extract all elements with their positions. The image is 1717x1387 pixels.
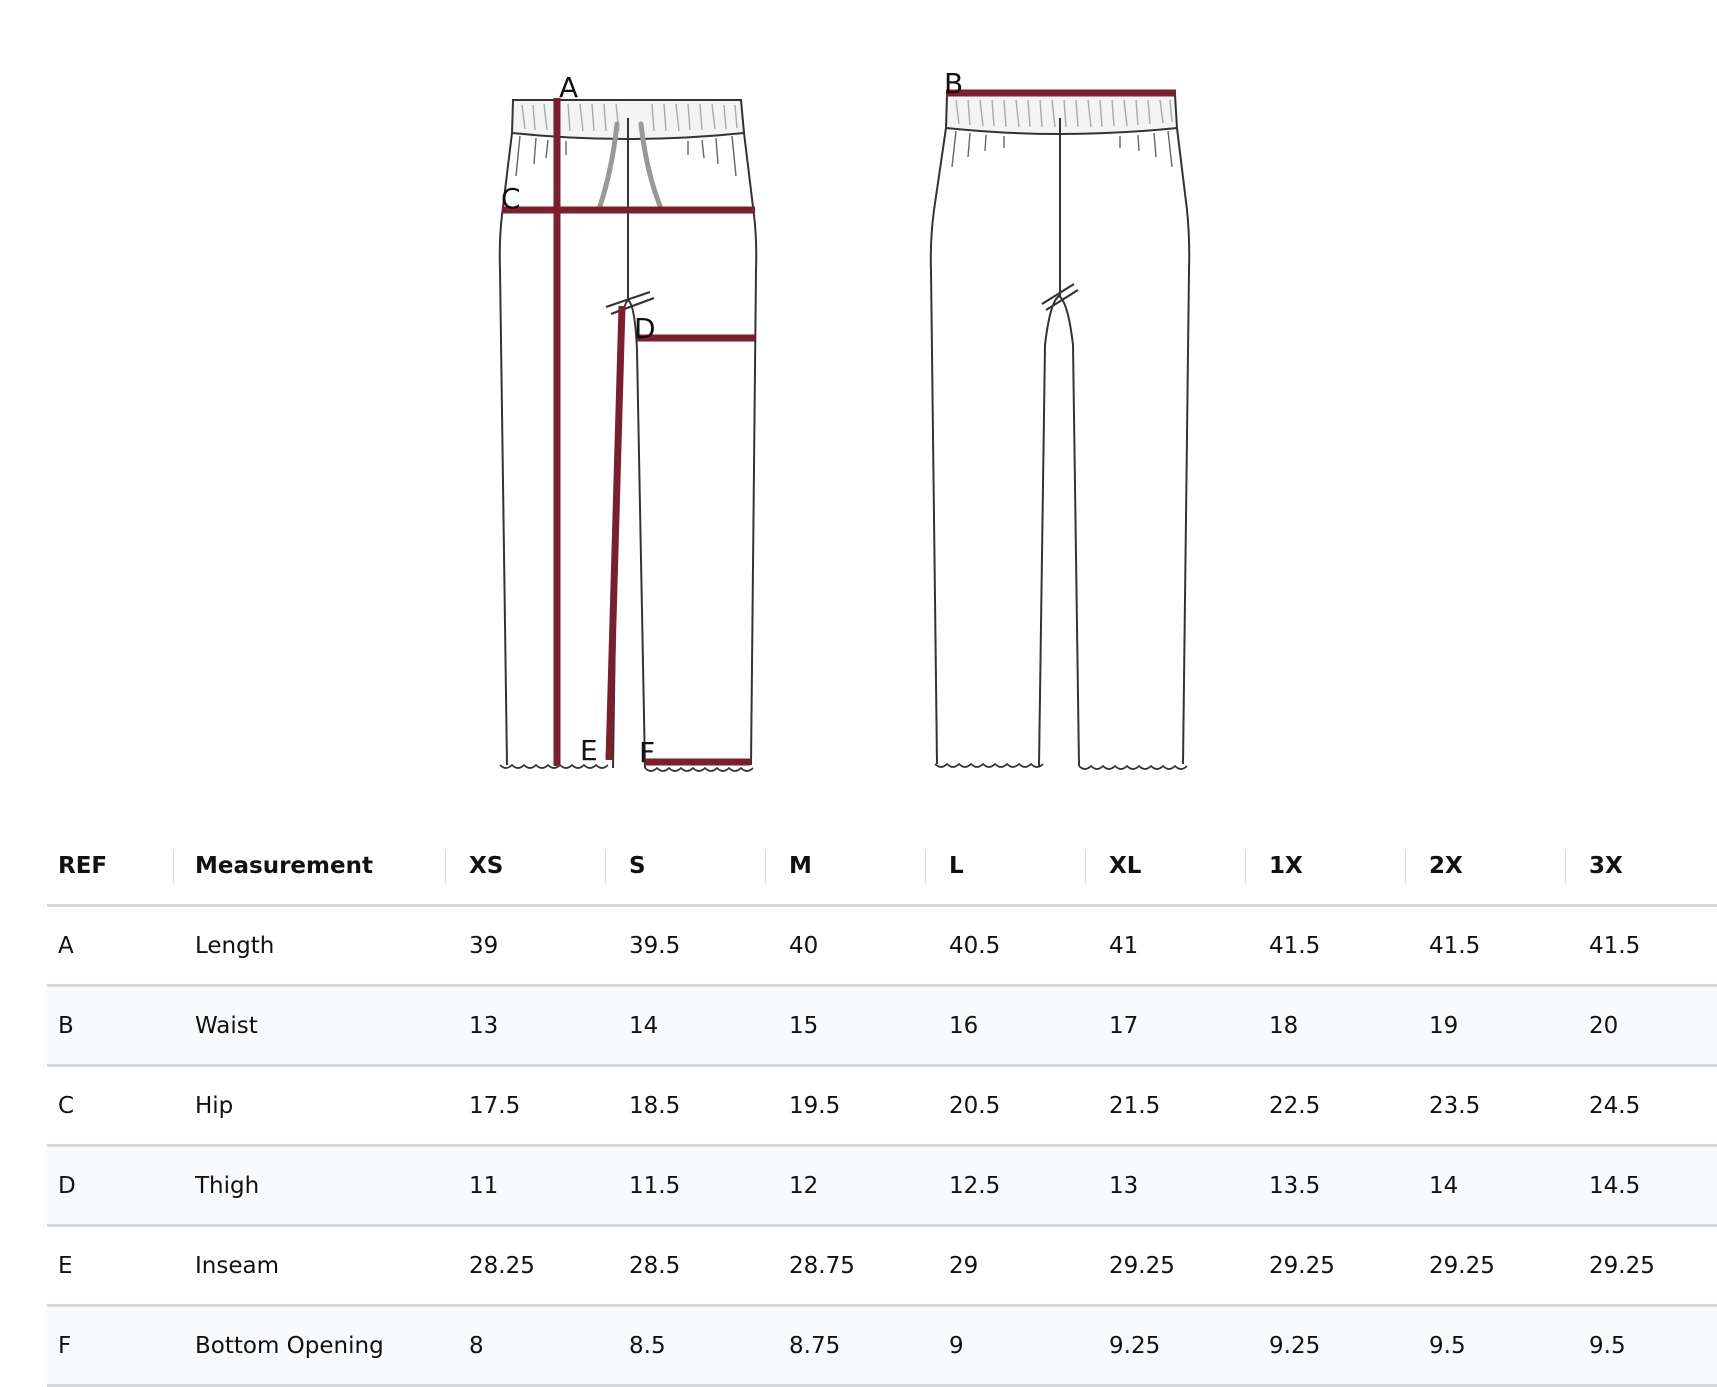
table-cell: Length <box>173 906 445 986</box>
header-size-2x: 2X <box>1405 828 1565 906</box>
table-cell: 21.5 <box>1085 1066 1245 1146</box>
table-cell: 9 <box>925 1306 1085 1386</box>
table-row <box>47 1226 1717 1306</box>
label-d: D <box>634 312 656 345</box>
table-cell: 14 <box>605 986 765 1066</box>
table-cell: 14.5 <box>1565 1146 1717 1226</box>
table-cell: 29.25 <box>1245 1226 1405 1306</box>
table-cell: 14 <box>1405 1146 1565 1226</box>
table-cell: 20 <box>1565 986 1717 1066</box>
table-cell: 17.5 <box>445 1066 605 1146</box>
table-cell: 12.5 <box>925 1146 1085 1226</box>
table-cell: 39 <box>445 906 605 986</box>
table-cell: 17 <box>1085 986 1245 1066</box>
table-cell: 8 <box>445 1306 605 1386</box>
table-cell: B <box>47 986 173 1066</box>
header-size-s: S <box>605 828 765 906</box>
table-cell: 41 <box>1085 906 1245 986</box>
header-measurement: Measurement <box>173 828 445 906</box>
table-cell: 11 <box>445 1146 605 1226</box>
table-cell: F <box>47 1306 173 1386</box>
header-size-xl: XL <box>1085 828 1245 906</box>
table-cell: 13 <box>1085 1146 1245 1226</box>
table-cell: 41.5 <box>1565 906 1717 986</box>
table-cell: 28.25 <box>445 1226 605 1306</box>
table-cell: 29.25 <box>1565 1226 1717 1306</box>
table-cell: 13.5 <box>1245 1146 1405 1226</box>
table-cell: 12 <box>765 1146 925 1226</box>
label-f: F <box>639 736 656 769</box>
table-cell: 9.25 <box>1085 1306 1245 1386</box>
table-cell: C <box>47 1066 173 1146</box>
table-cell: 15 <box>765 986 925 1066</box>
table-cell: 19.5 <box>765 1066 925 1146</box>
table-cell: 16 <box>925 986 1085 1066</box>
header-size-m: M <box>765 828 925 906</box>
front-view <box>500 100 757 771</box>
header-size-3x: 3X <box>1565 828 1717 906</box>
table-cell: 13 <box>445 986 605 1066</box>
table-cell: 20.5 <box>925 1066 1085 1146</box>
table-row <box>47 1146 1717 1226</box>
table-row <box>47 1306 1717 1386</box>
header-size-xs: XS <box>445 828 605 906</box>
measure-line-e <box>609 306 622 760</box>
table-cell: 19 <box>1405 986 1565 1066</box>
table-row <box>47 906 1717 986</box>
table-cell: 8.5 <box>605 1306 765 1386</box>
table-cell: Waist <box>173 986 445 1066</box>
table-cell: 24.5 <box>1565 1066 1717 1146</box>
table-cell: 41.5 <box>1245 906 1405 986</box>
table-cell: D <box>47 1146 173 1226</box>
label-c: C <box>501 182 521 215</box>
table-cell: 28.75 <box>765 1226 925 1306</box>
label-b: B <box>944 67 964 100</box>
table-cell: Inseam <box>173 1226 445 1306</box>
table-cell: Hip <box>173 1066 445 1146</box>
table-cell: A <box>47 906 173 986</box>
table-row <box>47 986 1717 1066</box>
size-table <box>47 828 1717 1387</box>
table-cell: 39.5 <box>605 906 765 986</box>
table-cell: 40.5 <box>925 906 1085 986</box>
header-size-l: L <box>925 828 1085 906</box>
table-cell: 9.25 <box>1245 1306 1405 1386</box>
table-cell: 8.75 <box>765 1306 925 1386</box>
label-e: E <box>580 734 598 767</box>
table-cell: 29 <box>925 1226 1085 1306</box>
table-cell: Thigh <box>173 1146 445 1226</box>
table-row <box>47 1066 1717 1146</box>
table-cell: 28.5 <box>605 1226 765 1306</box>
table-cell: 18 <box>1245 986 1405 1066</box>
table-cell: E <box>47 1226 173 1306</box>
table-cell: 40 <box>765 906 925 986</box>
table-cell: 41.5 <box>1405 906 1565 986</box>
table-cell: Bottom Opening <box>173 1306 445 1386</box>
table-cell: 29.25 <box>1405 1226 1565 1306</box>
back-view <box>931 95 1189 769</box>
table-cell: 23.5 <box>1405 1066 1565 1146</box>
label-a: A <box>559 71 579 104</box>
size-chart <box>47 828 1717 1387</box>
table-cell: 9.5 <box>1565 1306 1717 1386</box>
table-cell: 9.5 <box>1405 1306 1565 1386</box>
table-cell: 11.5 <box>605 1146 765 1226</box>
table-cell: 29.25 <box>1085 1226 1245 1306</box>
table-header-row <box>47 828 1717 906</box>
table-cell: 22.5 <box>1245 1066 1405 1146</box>
table-cell: 18.5 <box>605 1066 765 1146</box>
header-ref: REF <box>47 828 173 906</box>
header-size-1x: 1X <box>1245 828 1405 906</box>
